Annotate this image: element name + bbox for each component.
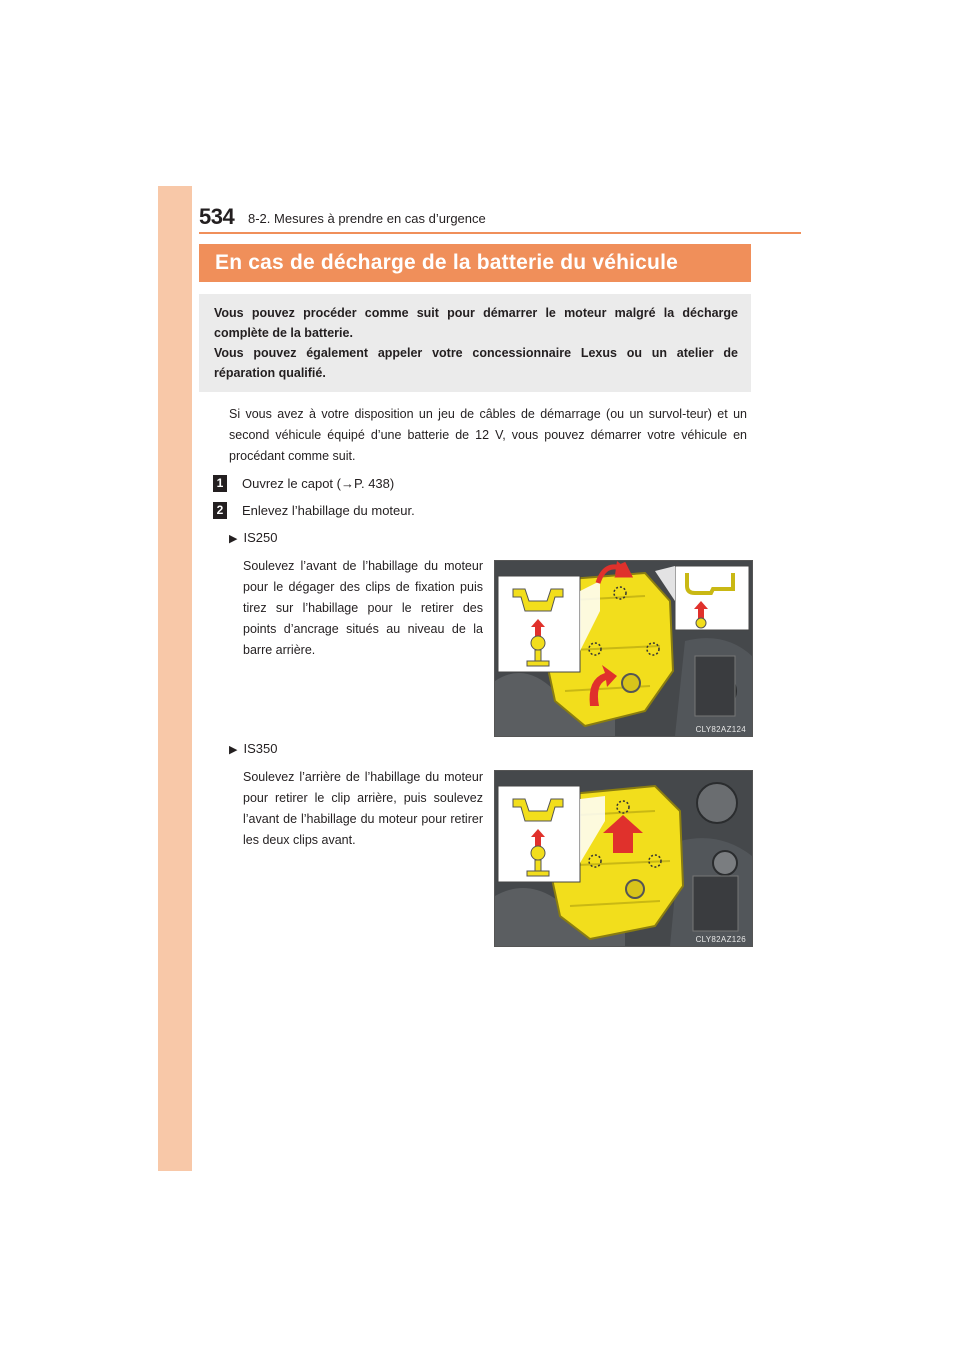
page-number: 534 xyxy=(199,204,235,229)
figure-code: CLY82AZ124 xyxy=(695,725,746,734)
engine-cover-illustration xyxy=(495,561,752,736)
triangle-bullet-icon: ▶ xyxy=(229,744,238,756)
header-rule xyxy=(199,232,801,234)
variant-description-is250: Soulevez l’avant de l’habillage du moteur pour le dégager des clips de fixation puis tirez sur l’habillage pour le retirer des points d’ancrage situés au niveau de la barre arrière. xyxy=(243,559,483,657)
variant-description-is350: Soulevez l’arrière de l’habillage du moteur pour retirer le clip arrière, puis soulevez l’avant de l’habillage du moteur pour retirer les deux clips avant. xyxy=(243,770,483,847)
title-bar xyxy=(199,244,751,282)
body-paragraph: Si vous avez à votre disposition un jeu de câbles de démarrage (ou un survol-teur) et un second véhicule équipé d’une batterie de 12 V, vous pouvez démarrer votre véhicule en procédant comme suit. xyxy=(229,407,747,463)
side-band xyxy=(158,186,192,1171)
intro-line-2: Vous pouvez également appeler votre concessionnaire Lexus ou un atelier de réparation qualifié. xyxy=(214,346,738,380)
intro-text xyxy=(214,303,738,383)
step-number-badge: 1 xyxy=(213,475,227,492)
step-text: Enlevez l’habillage du moteur. xyxy=(242,503,415,518)
variant-model: IS250 xyxy=(243,530,278,545)
variant-heading-is350 xyxy=(229,741,277,756)
figure-code: CLY82AZ126 xyxy=(695,935,746,944)
step-text: Ouvrez le capot (→P. 438) xyxy=(242,476,395,491)
engine-cover-illustration xyxy=(495,771,752,946)
section-label: 8-2. Mesures à prendre en cas d’urgence xyxy=(248,211,486,226)
intro-line-1: Vous pouvez procéder comme suit pour démarrer le moteur malgré la décharge complète de la batterie. xyxy=(214,306,738,340)
engine-cover-figure-is350 xyxy=(494,770,753,947)
variant-model: IS350 xyxy=(243,741,278,756)
variant-heading-is250 xyxy=(229,530,277,545)
engine-cover-figure-is250 xyxy=(494,560,753,737)
triangle-bullet-icon: ▶ xyxy=(229,533,238,545)
intro-box xyxy=(199,294,751,392)
step-number-badge: 2 xyxy=(213,502,227,519)
page-title: En cas de décharge de la batterie du véhicule xyxy=(215,251,679,274)
